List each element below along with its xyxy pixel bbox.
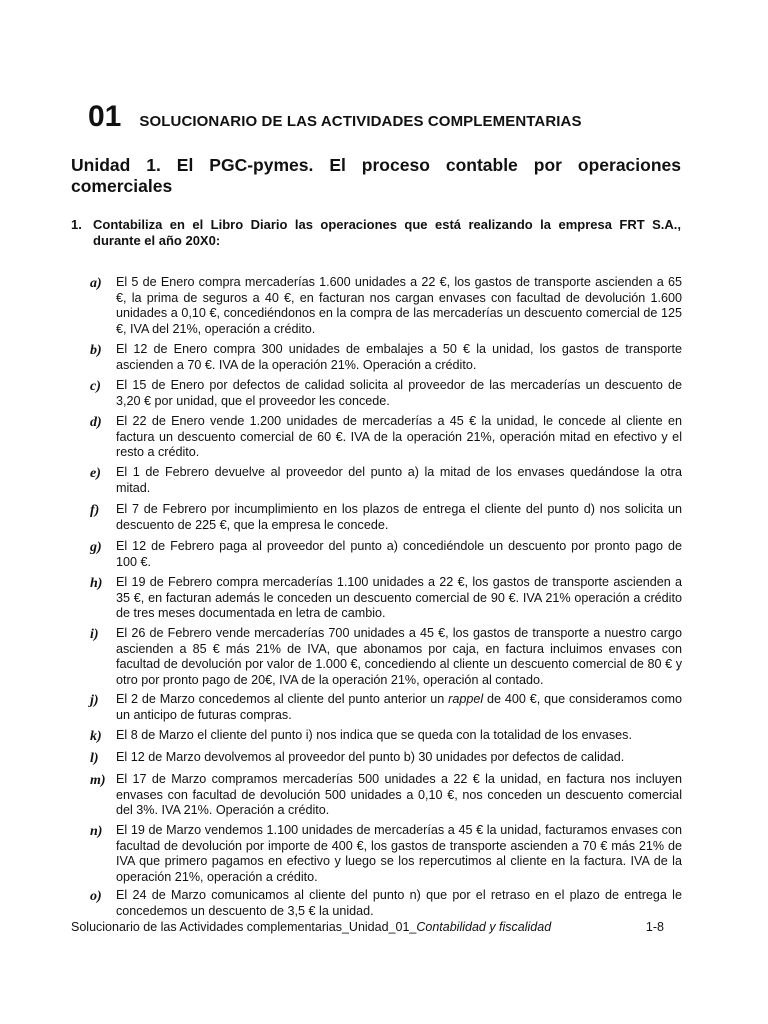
item-text: El 22 de Enero vende 1.200 unidades de mercaderías a 45 € la unidad, le concede al cliente en factura un descuento comercial de 60 €. IVA de la operación 21%, operación mitad en efectivo y el resto a crédito. xyxy=(116,414,682,460)
item-text-part: El 2 de Marzo concedemos al cliente del punto anterior un xyxy=(116,692,449,706)
item-text-part: de 400 €, que consideramos como un anticipo de futuras compras. xyxy=(116,692,682,722)
list-item-e xyxy=(88,465,682,496)
question-number: 1. xyxy=(71,217,82,232)
list-item-i xyxy=(88,626,682,688)
item-letter: c) xyxy=(90,379,101,394)
item-letter: o) xyxy=(90,889,102,904)
item-letter: b) xyxy=(90,343,102,358)
list-item-f xyxy=(88,502,682,533)
item-letter: h) xyxy=(90,576,103,591)
list-item-h xyxy=(88,575,682,622)
item-text: El 15 de Enero por defectos de calidad solicita al proveedor de las mercaderías un descuento de 3,20 € por unidad, que el proveedor les concede. xyxy=(116,378,682,408)
footer-text: Solucionario de las Actividades complementarias_Unidad_01_ xyxy=(71,920,417,934)
item-text xyxy=(116,692,682,723)
item-letter: l) xyxy=(90,751,99,766)
item-letter: g) xyxy=(90,540,102,555)
list-item-c xyxy=(88,378,682,409)
item-letter: k) xyxy=(90,729,102,744)
item-letter: i) xyxy=(90,627,99,642)
list-item-k xyxy=(88,728,682,744)
list-item-d xyxy=(88,414,682,461)
chapter-header xyxy=(88,100,582,134)
list-item-a xyxy=(88,275,682,337)
list-item-l xyxy=(88,750,682,766)
item-text: El 5 de Enero compra mercaderías 1.600 unidades a 22 €, los gastos de transporte ascienden a 65 €, la prima de seguros a 40 €, en facturan nos cargan envases con facultad de devolución 1.600 unidades a 0,10 €, concediéndonos en la compra de las mercaderías un descuento comercial de 125 €, IVA del 21%, operación a crédito. xyxy=(116,275,682,336)
item-text: El 26 de Febrero vende mercaderías 700 unidades a 45 €, los gastos de transporte a nuestro cargo ascienden a 85 € más 21% de IVA, que abonamos por caja, en factura incluimos envases con facultad de devolución por valor de 1.000 €, concediendo al cliente un descuento comercial de 80 € y otro por pronto pago de 20€, IVA de la operación 21%, operación al contado. xyxy=(116,626,682,687)
item-text: El 17 de Marzo compramos mercaderías 500 unidades a 22 € la unidad, en factura nos incluyen envases con facultad de devolución 500 unidades a 0,10 €, nos conceden un descuento comercial del 3%. IVA 21%. Operación a crédito. xyxy=(116,772,682,818)
item-letter: f) xyxy=(90,503,100,518)
item-letter: e) xyxy=(90,466,101,481)
question-1 xyxy=(71,217,681,249)
item-text: El 24 de Marzo comunicamos al cliente del punto n) que por el retraso en el plazo de entrega le concedemos un descuento de 3,5 € la unidad. xyxy=(116,888,682,918)
list-item-o xyxy=(88,888,682,919)
item-letter: d) xyxy=(90,415,102,430)
item-text: El 19 de Febrero compra mercaderías 1.100 unidades a 22 €, los gastos de transporte ascienden a 35 €, en facturan además le conceden un descuento comercial de 90 €. IVA 21% operación a crédito de tres meses documentada en letra de cambio. xyxy=(116,575,682,621)
list-item-m xyxy=(88,772,682,819)
item-text-emphasis: rappel xyxy=(448,692,484,706)
item-text: El 1 de Febrero devuelve al proveedor del punto a) la mitad de los envases quedándose la otra mitad. xyxy=(116,465,682,495)
chapter-number: 01 xyxy=(88,100,122,133)
page-number: 1-8 xyxy=(645,920,664,934)
unit-title: Unidad 1. El PGC-pymes. El proceso contable por operaciones comerciales xyxy=(71,155,681,196)
list-item-n xyxy=(88,823,682,885)
chapter-title: SOLUCIONARIO DE LAS ACTIVIDADES COMPLEMENTARIAS xyxy=(139,113,582,130)
question-text: Contabiliza en el Libro Diario las operaciones que está realizando la empresa FRT S.A., durante el año 20X0: xyxy=(93,217,681,248)
item-letter: j) xyxy=(90,693,99,708)
page-footer xyxy=(71,920,681,934)
item-text: El 12 de Marzo devolvemos al proveedor del punto b) 30 unidades por defectos de calidad. xyxy=(116,750,625,764)
item-letter: m) xyxy=(90,773,106,788)
list-item-j xyxy=(88,692,682,723)
item-letter: n) xyxy=(90,824,103,839)
item-text: El 7 de Febrero por incumplimiento en los plazos de entrega el cliente del punto d) nos solicita un descuento de 225 €, que la empresa le concede. xyxy=(116,502,682,532)
item-text: El 12 de Enero compra 300 unidades de embalajes a 50 € la unidad, los gastos de transporte ascienden a 70 €. IVA de la operación 21%. Operación a crédito. xyxy=(116,342,682,372)
item-text: El 8 de Marzo el cliente del punto i) nos indica que se queda con la totalidad de los envases. xyxy=(116,728,632,742)
item-text: El 12 de Febrero paga al proveedor del punto a) concediéndole un descuento por pronto pago de 100 €. xyxy=(116,539,682,569)
list-item-b xyxy=(88,342,682,373)
item-text: El 19 de Marzo vendemos 1.100 unidades de mercaderías a 45 € la unidad, facturamos envases con facultad de devolución por importe de 400 €, los gastos de transporte ascienden a 70 € más 21% de IVA que primero pagamos en efectivo y luego se los repercutimos al cliente en la factura. IVA de la operación 21%, operación a crédito. xyxy=(116,823,682,884)
item-letter: a) xyxy=(90,276,102,291)
list-item-g xyxy=(88,539,682,570)
footer-book-title: Contabilidad y fiscalidad xyxy=(416,920,552,934)
